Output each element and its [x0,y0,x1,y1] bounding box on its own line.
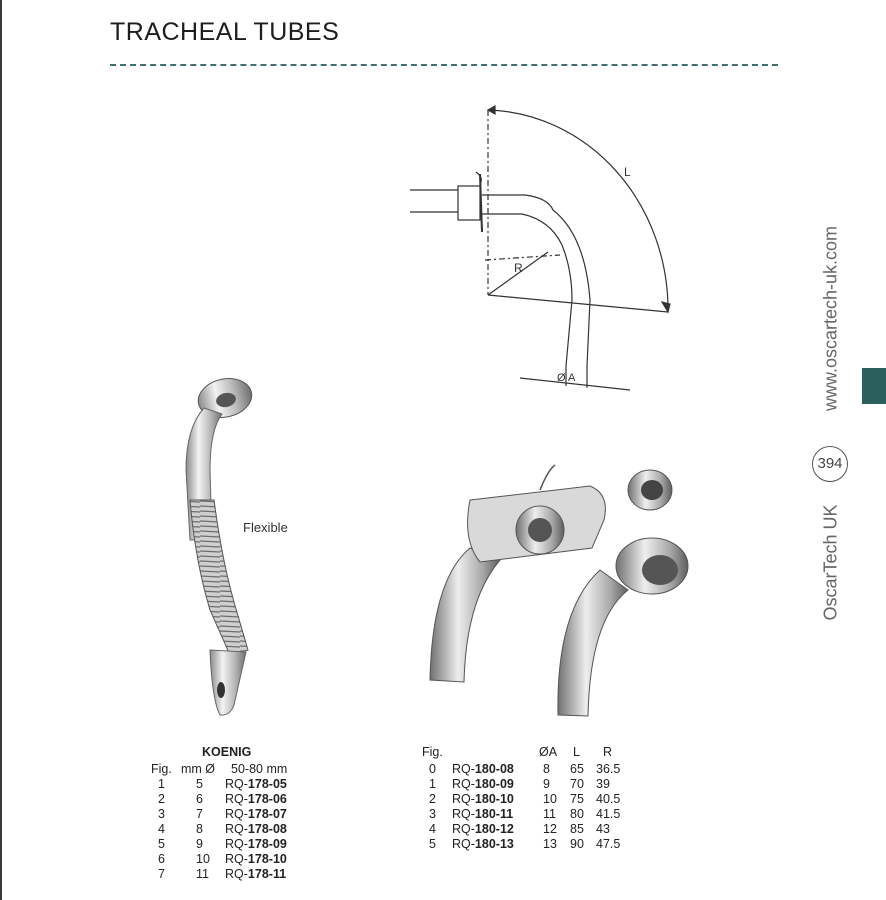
tube-r: 43 [596,822,610,836]
flexible-label: Flexible [243,520,288,535]
website-text: www.oscartech-uk.com [820,225,841,412]
koenig-code [225,867,286,881]
code-prefix: RQ- [452,762,475,776]
code-number: 178-08 [247,822,287,836]
tube-col-l: L [573,745,580,759]
koenig-fig: 2 [158,792,165,806]
koenig-heading: KOENIG [202,745,252,759]
code-number: 180-11 [474,807,514,821]
code-number: 178-11 [247,867,287,881]
koenig-mm: 5 [196,777,203,791]
tube-a: 13 [543,837,557,851]
tube-fig: 3 [429,807,436,821]
tube-r: 41.5 [596,807,621,821]
tube-code [452,807,513,821]
code-number: 180-08 [474,762,514,776]
code-number: 180-13 [474,837,514,851]
tube-r: 47.5 [596,837,621,851]
tube-a: 12 [543,822,557,836]
tube-l: 65 [570,762,584,776]
koenig-fig: 5 [158,837,165,851]
code-prefix: RQ- [225,777,248,791]
code-number: 178-09 [247,837,287,851]
code-prefix: RQ- [225,822,248,836]
code-number: 180-12 [474,822,514,836]
koenig-fig: 7 [158,867,165,881]
tube-l: 85 [570,822,584,836]
tube-code [452,777,514,791]
code-number: 178-06 [247,792,287,806]
code-prefix: RQ- [452,792,475,806]
koenig-code [225,807,287,821]
tube-a: 9 [543,777,550,791]
code-prefix: RQ- [452,777,475,791]
tube-r: 40.5 [596,792,621,806]
koenig-col-mm: mm Ø [181,762,216,776]
koenig-code [225,777,287,791]
code-number: 180-09 [474,777,514,791]
brand-text: OscarTech UK [820,504,841,621]
koenig-mm: 11 [196,867,209,881]
code-prefix: RQ- [452,822,475,836]
tube-col-r: R [603,745,613,759]
tube-l: 90 [570,837,584,851]
tube-l: 75 [570,792,584,806]
code-prefix: RQ- [225,837,248,851]
koenig-fig: 1 [158,777,165,791]
koenig-mm: 10 [196,852,210,866]
code-prefix: RQ- [225,852,248,866]
koenig-code [225,822,287,836]
tube-r: 39 [596,777,610,791]
koenig-fig: 6 [158,852,165,866]
tube-a: 11 [543,807,556,821]
koenig-code [225,837,287,851]
koenig-fig: 4 [158,822,165,836]
tube-r: 36.5 [596,762,621,776]
koenig-mm: 7 [196,807,203,821]
tube-fig: 2 [429,792,436,806]
diagram-label-r: R [514,261,523,275]
code-prefix: RQ- [225,807,248,821]
code-prefix: RQ- [225,792,248,806]
tube-fig: 5 [429,837,436,851]
koenig-col-range: 50-80 mm [231,762,288,776]
tube-code [452,837,514,851]
tube-code [452,822,514,836]
koenig-mm: 6 [196,792,203,806]
diagram-label-a: Ø A [557,372,576,384]
code-number: 178-05 [247,777,287,791]
koenig-col-fig: Fig. [151,762,172,776]
koenig-code [225,792,287,806]
koenig-fig: 3 [158,807,165,821]
tube-col-a: ØA [539,745,558,759]
code-number: 178-07 [247,807,287,821]
tube-a: 10 [543,792,557,806]
tube-fig: 1 [429,777,436,791]
koenig-code [225,852,287,866]
page-number: 394 [812,446,848,482]
tube-a: 8 [543,762,550,776]
code-prefix: RQ- [452,837,475,851]
tube-fig: 4 [429,822,436,836]
code-number: 180-10 [474,792,514,806]
tube-col-fig: Fig. [422,745,443,759]
tube-code [452,762,514,776]
koenig-mm: 9 [196,837,203,851]
diagram-label-l: L [624,165,631,179]
code-number: 178-10 [247,852,287,866]
tube-l: 70 [570,777,584,791]
tube-code [452,792,514,806]
tube-fig: 0 [429,762,436,776]
tube-l: 80 [570,807,584,821]
code-prefix: RQ- [225,867,248,881]
koenig-mm: 8 [196,822,203,836]
page-title: TRACHEAL TUBES [110,18,340,46]
code-prefix: RQ- [452,807,475,821]
